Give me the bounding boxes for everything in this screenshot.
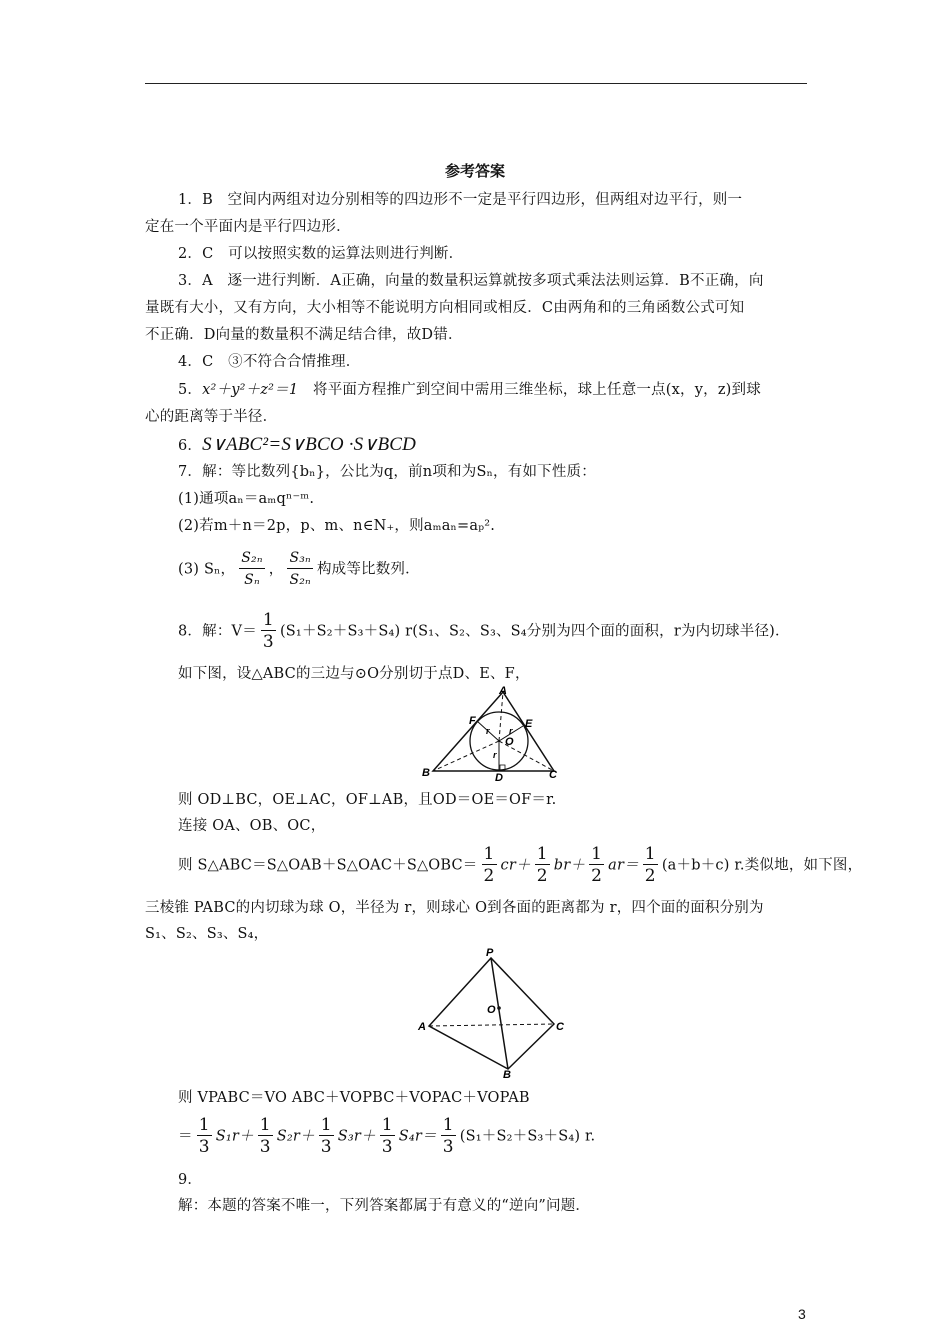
frac-denominator: 2 — [644, 866, 656, 886]
label-B: B — [503, 1069, 511, 1079]
fraction-one-third — [319, 1115, 334, 1158]
term-s1r: S₁r＋ — [215, 1128, 254, 1145]
term-s4r: S₄r＝ — [398, 1128, 437, 1145]
answer-8-area-sum — [178, 844, 862, 887]
fraction-one-third — [197, 1115, 212, 1158]
label-F: F — [469, 715, 476, 727]
frac-numerator: 1 — [536, 844, 548, 864]
answer-7-property-1: (1)通项aₙ＝aₘqⁿ⁻ᵐ. — [178, 491, 315, 507]
answer-8-connect: 连接 OA、OB、OC， — [178, 818, 326, 834]
frac-denominator: 2 — [483, 866, 495, 886]
term-s2r: S₂r＋ — [276, 1128, 315, 1145]
term-cr: cr＋ — [500, 857, 531, 874]
frac-numerator: 1 — [442, 1115, 454, 1135]
sphere-equation: x²＋y²＋z²＝1 — [202, 382, 299, 398]
label-A: A — [499, 685, 507, 697]
page-number: 3 — [798, 1306, 806, 1322]
pyramid-diagram — [415, 944, 575, 1079]
frac-numerator: S₃ₙ — [287, 548, 312, 569]
fraction-one-third — [380, 1115, 395, 1158]
frac-denominator: 3 — [320, 1137, 332, 1157]
answer-1-line-2: 定在一个平面内是平行四边形． — [145, 219, 351, 235]
answer-7-property-2: (2)若m＋n＝2p，p、m、n∈N₊，则aₘaₙ=aₚ². — [178, 518, 496, 534]
frac-denominator: 3 — [198, 1137, 210, 1157]
label-r-3: r — [493, 750, 497, 760]
volume-result-tail: (S₁＋S₂＋S₃＋S₄) r. — [459, 1128, 596, 1145]
label-O: O — [505, 736, 514, 748]
frac-numerator: 1 — [198, 1115, 210, 1135]
frac-denominator: 3 — [262, 632, 274, 652]
frac-denominator: 3 — [259, 1137, 271, 1157]
frac-denominator: 2 — [591, 866, 603, 886]
label-D: D — [495, 772, 503, 784]
frac-denominator: Sₙ — [244, 572, 260, 588]
answer-4: 4．C ③不符合合情推理． — [178, 354, 361, 370]
answer-3-line-1: 3．A 逐一进行判断．A正确，向量的数量积运算就按多项式乘法法则运算．B不正确，向 — [178, 273, 764, 289]
frac-denominator: 2 — [536, 866, 548, 886]
header-rule — [145, 83, 807, 84]
term-ar: ar＝ — [608, 857, 639, 874]
answer-6 — [178, 435, 416, 456]
label-r-2: r — [509, 726, 513, 736]
equals-sign: ＝ — [178, 1128, 193, 1145]
answer-1-line-1: 1．B 空间内两组对边分别相等的四边形不一定是平行四边形，但两组对边平行，则一 — [178, 192, 743, 208]
label-P: P — [486, 947, 494, 959]
fraction-one-third — [441, 1115, 456, 1158]
property-3-prefix: (3) Sₙ， — [178, 561, 236, 578]
fraction-half — [482, 844, 497, 887]
incircle-triangle-diagram — [420, 684, 565, 784]
answer-8-volume-result — [178, 1115, 595, 1158]
frac-denominator: S₂ₙ — [289, 572, 311, 588]
answer-3-line-2: 量既有大小，又有方向，大小相等不能说明方向相同或相反．C由两角和的三角函数公式可知 — [145, 300, 745, 316]
label-B: B — [422, 767, 430, 779]
answer-8-perpendiculars: 则 OD⊥BC，OE⊥AC，OF⊥AB，且OD＝OE＝OF＝r. — [178, 792, 557, 808]
answer-7-intro: 7．解：等比数列{bₙ}，公比为q，前n项和为Sₙ，有如下性质： — [178, 464, 596, 480]
frac-numerator: 1 — [262, 610, 274, 630]
property-3-suffix: 构成等比数列． — [316, 561, 420, 578]
frac-numerator: 1 — [259, 1115, 271, 1135]
answer-8-volume — [178, 610, 790, 653]
answer-7-property-3: (3) Sₙ， $\frac{\text{S₂ₙ}}{\text{Sₙ}}$ ， $\frac{\text{S₃ₙ}}{\text{S₂ₙ}}$ 构成等比数列． — [178, 548, 420, 591]
frac-numerator: 1 — [483, 844, 495, 864]
answer-9-number: 9． — [178, 1172, 203, 1188]
answer-8-volume-sum: 则 VPABC＝VO ABC＋VOPBC＋VOPAC＋VOPAB — [178, 1090, 530, 1106]
answer-5-text: 将平面方程推广到空间中需用三维坐标，球上任意一点(x，y，z)到球 — [298, 382, 761, 398]
label-E: E — [525, 718, 533, 730]
fraction-s2n-sn — [239, 548, 264, 591]
answer-5-line-1 — [178, 380, 761, 400]
answer-8-figure-intro: 如下图，设△ABC的三边与⊙O分别切于点D、E、F， — [178, 666, 530, 682]
answer-8-volume-text: (S₁＋S₂＋S₃＋S₄) r(S₁、S₂、S₃、S₄分别为四个面的面积，r为内切球半径)． — [279, 623, 790, 640]
label-r-1: r — [486, 726, 490, 736]
fraction-one-third — [258, 1115, 273, 1158]
frac-numerator: 1 — [381, 1115, 393, 1135]
answer-5-line-2: 心的距离等于半径． — [145, 409, 278, 425]
term-s3r: S₃r＋ — [337, 1128, 376, 1145]
term-br: br＋ — [553, 857, 586, 874]
area-sum-tail: (a＋b＋c) r.类似地，如下图， — [661, 857, 863, 874]
frac-numerator: 1 — [591, 844, 603, 864]
label-O: O — [487, 1004, 496, 1016]
frac-numerator: S₂ₙ — [239, 548, 264, 569]
page-title: 参考答案 — [444, 162, 505, 180]
area-sum-prefix: 则 S△ABC＝S△OAB＋S△OAC＋S△OBC＝ — [178, 857, 478, 874]
label-C: C — [556, 1021, 564, 1033]
fraction-one-third — [261, 610, 276, 653]
answer-6-prefix: 6． — [178, 438, 203, 454]
frac-numerator: 1 — [644, 844, 656, 864]
answer-8-prefix: 8．解：V＝ — [178, 623, 257, 640]
fraction-half — [535, 844, 550, 887]
label-C: C — [549, 769, 557, 781]
fraction-half — [589, 844, 604, 887]
fraction-half — [643, 844, 658, 887]
frac-denominator: 3 — [442, 1137, 454, 1157]
answer-8-pyramid-line-1: 三棱锥 PABC的内切球为球 O，半径为 r，则球心 O到各面的距离都为 r，四个面的面积分别为 — [145, 900, 764, 916]
answer-8-pyramid-line-2: S₁、S₂、S₃、S₄， — [145, 926, 269, 942]
answer-3-line-3: 不正确．D向量的数量积不满足结合律，故D错． — [145, 327, 463, 343]
frac-numerator: 1 — [320, 1115, 332, 1135]
fraction-s3n-s2n — [287, 548, 312, 591]
label-A: A — [418, 1021, 426, 1033]
area-formula: S∨ABC²=S∨BCO ·S∨BCD — [202, 434, 417, 455]
answer-2: 2．C 可以按照实数的运算法则进行判断． — [178, 246, 464, 262]
answer-5-prefix: 5． — [178, 382, 203, 398]
answer-9-text: 解：本题的答案不唯一，下列答案都属于有意义的“逆向”问题． — [178, 1198, 591, 1214]
frac-denominator: 3 — [381, 1137, 393, 1157]
